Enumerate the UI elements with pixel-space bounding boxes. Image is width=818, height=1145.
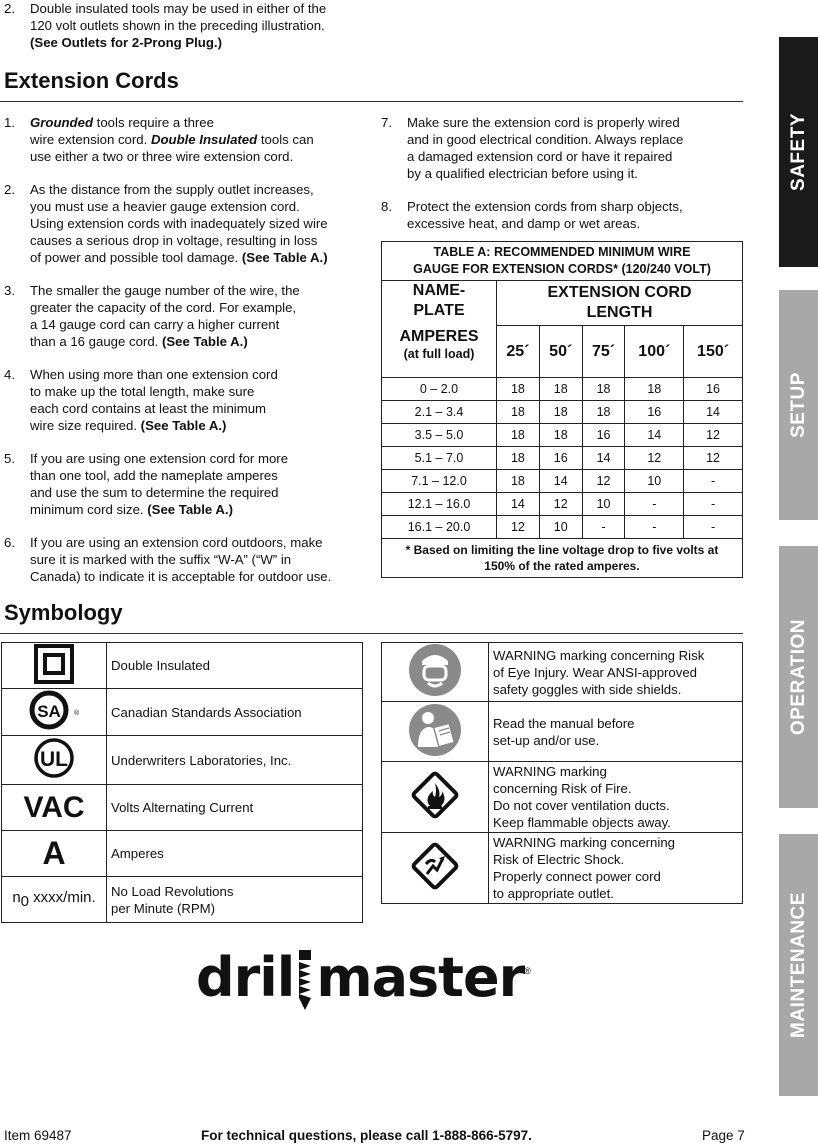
registered-mark: ®: [524, 966, 531, 976]
footnote-line: 150% of the rated amperes.: [484, 559, 640, 573]
description-line: of Eye Injury. Wear ANSI-approved: [493, 664, 698, 680]
tab-setup[interactable]: [779, 290, 818, 520]
length-50: 50´: [539, 326, 582, 378]
gauge-cell: 14: [625, 424, 684, 447]
tab-maintenance[interactable]: [779, 834, 818, 1096]
item-text: minimum cord size.: [30, 502, 148, 517]
item-text: a damaged extension cord or have it repaired: [407, 149, 673, 164]
gauge-cell: 18: [539, 424, 582, 447]
gauge-cell: 18: [582, 401, 625, 424]
electric-shock-icon: [382, 833, 489, 904]
amp-range: 7.1 – 12.0: [382, 470, 497, 493]
item-text: to make up the total length, make sure: [30, 384, 255, 399]
item-text: of power and possible tool damage.: [30, 250, 242, 265]
symbol-row: [2, 877, 363, 923]
item-text: Make sure the extension cord is properly wired: [407, 115, 680, 130]
amp-range: 0 – 2.0: [382, 378, 497, 401]
item-text: by a qualified electrician before using it.: [407, 166, 638, 181]
item-emphasis: Grounded: [30, 115, 94, 130]
gauge-cell: 16: [684, 378, 743, 401]
rpm-symbol-n: n: [12, 889, 21, 906]
fire-warning-icon: [382, 762, 489, 833]
list-item: [4, 366, 369, 434]
description-line: set-up and/or use.: [493, 732, 600, 748]
gauge-cell: 18: [497, 447, 540, 470]
item-text: wire extension cord.: [30, 132, 151, 147]
item-text: tools require a three: [93, 115, 214, 130]
item-text: causes a serious drop in voltage, resulting in loss: [30, 233, 318, 248]
csa-icon: [2, 689, 107, 736]
amp-range: 3.5 – 5.0: [382, 424, 497, 447]
tab-label: SETUP: [787, 372, 809, 438]
footnote-line: * Based on limiting the line voltage drop to five volts at: [405, 543, 719, 557]
item-text: and in good electrical condition. Always replace: [407, 132, 684, 147]
table-caption-line: GAUGE FOR EXTENSION CORDS* (120/240 VOLT): [413, 262, 711, 276]
tab-label: MAINTENANCE: [787, 892, 809, 1038]
svg-text:SA: SA: [37, 702, 61, 721]
symbol-row: [2, 689, 363, 736]
list-item: [4, 450, 369, 518]
item-text: tools can: [260, 132, 314, 147]
item-text: If you are using an extension cord outdoors, make: [30, 535, 323, 550]
heading-rule: [0, 101, 743, 102]
item-number: 3.: [4, 283, 15, 298]
description-line: Risk of Electric Shock.: [493, 852, 625, 867]
item-text: than a 16 gauge cord.: [30, 334, 162, 349]
description-line: WARNING marking: [493, 764, 607, 779]
table-row: [382, 470, 743, 493]
tab-label: SAFETY: [787, 113, 809, 191]
symbol-row: [382, 643, 743, 702]
svg-text:UL: UL: [40, 748, 68, 771]
gauge-cell: 10: [582, 493, 625, 516]
gauge-cell: 10: [625, 470, 684, 493]
table-row: [382, 493, 743, 516]
extension-length-header: [497, 281, 743, 326]
table-row: [382, 378, 743, 401]
amp-range: 12.1 – 16.0: [382, 493, 497, 516]
amp-range: 16.1 – 20.0: [382, 516, 497, 539]
item-text: Using extension cords with inadequately sized wire: [30, 216, 328, 231]
amp-range: 2.1 – 3.4: [382, 401, 497, 424]
item-number: 4.: [4, 367, 15, 382]
item-number: 7.: [381, 115, 392, 130]
intro-line: 120 volt outlets shown in the preceding illustration.: [30, 18, 325, 33]
symbol-row: [2, 736, 363, 785]
list-item: [4, 534, 369, 585]
extension-cord-items-right: [381, 114, 741, 248]
symbol-description: [107, 877, 363, 923]
gauge-cell: 14: [582, 447, 625, 470]
gauge-cell: 18: [497, 470, 540, 493]
description-line: WARNING marking concerning Risk: [493, 647, 705, 663]
header-line: (at full load): [403, 347, 475, 361]
symbol-description: Amperes: [107, 831, 363, 877]
footer-support-line: For technical questions, please call 1-888-866-5797.: [201, 1128, 532, 1143]
description-line: Read the manual before: [493, 715, 635, 731]
read-manual-icon: [382, 702, 489, 762]
symbol-row: [2, 643, 363, 689]
gauge-cell: 18: [497, 424, 540, 447]
gauge-cell: -: [625, 516, 684, 539]
gauge-cell: 14: [539, 470, 582, 493]
item-number: 5.: [4, 451, 15, 466]
symbology-table-right: [381, 642, 743, 904]
header-line: AMPERES: [399, 328, 479, 345]
table-row: [382, 516, 743, 539]
description-line: Properly connect power cord: [493, 869, 661, 884]
header-line: NAME-: [412, 282, 466, 299]
table-reference: (See Table A.): [147, 502, 233, 517]
gauge-cell: -: [684, 516, 743, 539]
tab-safety[interactable]: [779, 37, 818, 267]
intro-paragraph: [4, 0, 374, 51]
item-text: a 14 gauge cord can carry a higher current: [30, 317, 280, 332]
gauge-cell: 12: [539, 493, 582, 516]
description-line: Do not cover ventilation ducts.: [493, 798, 670, 813]
item-text: than one tool, add the nameplate amperes: [30, 468, 278, 483]
gauge-cell: 18: [539, 378, 582, 401]
item-text: use either a two or three wire extension cord.: [30, 149, 294, 164]
length-25: 25´: [497, 326, 540, 378]
intro-line: Double insulated tools may be used in either of the: [30, 1, 327, 16]
gauge-cell: 18: [497, 378, 540, 401]
amp-range: 5.1 – 7.0: [382, 447, 497, 470]
symbol-description: [489, 643, 743, 702]
description-line: WARNING marking concerning: [493, 835, 675, 850]
gauge-cell: -: [625, 493, 684, 516]
item-number: 1.: [4, 115, 15, 130]
vac-icon: VAC: [2, 785, 107, 831]
list-item: [4, 181, 369, 266]
nameplate-header: [382, 281, 497, 378]
item-number: 8.: [381, 199, 392, 214]
item-text: When using more than one extension cord: [30, 367, 278, 382]
gauge-cell: -: [684, 470, 743, 493]
logo-text-right: master: [316, 946, 525, 1009]
item-number: 6.: [4, 535, 15, 550]
gauge-cell: 16: [625, 401, 684, 424]
description-line: concerning Risk of Fire.: [493, 781, 632, 796]
description-line: Keep flammable objects away.: [493, 815, 671, 830]
intro-line-ref: (See Outlets for 2-Prong Plug.): [30, 35, 222, 50]
header-line: LENGTH: [586, 304, 653, 321]
logo-text-left: dril: [196, 946, 295, 1009]
symbology-table-left: [1, 642, 363, 923]
symbol-description: Underwriters Laboratories, Inc.: [107, 736, 363, 785]
symbol-row: [382, 833, 743, 904]
item-text: and use the sum to determine the required: [30, 485, 279, 500]
ul-icon: [2, 736, 107, 785]
footer-item-number: Item 69487: [4, 1128, 72, 1143]
gauge-cell: 18: [539, 401, 582, 424]
heading-rule: [0, 633, 743, 634]
rpm-symbol-sub: 0: [20, 893, 29, 910]
gauge-cell: 10: [539, 516, 582, 539]
gauge-cell: 18: [625, 378, 684, 401]
symbol-row: [2, 831, 363, 877]
drillmaster-logo: [196, 946, 556, 1016]
description-line: No Load Revolutions: [111, 883, 234, 899]
table-row: [382, 401, 743, 424]
gauge-cell: 12: [582, 470, 625, 493]
length-100: 100´: [625, 326, 684, 378]
item-text: each cord contains at least the minimum: [30, 401, 267, 416]
gauge-cell: 14: [684, 401, 743, 424]
symbol-description: Canadian Standards Association: [107, 689, 363, 736]
symbol-description: [489, 702, 743, 762]
safety-goggles-icon: [382, 643, 489, 702]
gauge-cell: -: [684, 493, 743, 516]
item-text: The smaller the gauge number of the wire, the: [30, 283, 300, 298]
gauge-cell: 18: [582, 378, 625, 401]
gauge-cell: 12: [497, 516, 540, 539]
table-footnote: [382, 539, 743, 578]
gauge-cell: 12: [684, 424, 743, 447]
gauge-cell: 16: [582, 424, 625, 447]
header-line: EXTENSION CORD: [547, 284, 692, 301]
item-text: If you are using one extension cord for more: [30, 451, 289, 466]
amperes-icon: A: [2, 831, 107, 877]
table-a: [381, 241, 743, 578]
symbol-description: Double Insulated: [107, 643, 363, 689]
drill-bit-icon: [294, 950, 316, 1012]
item-number: 2.: [4, 182, 15, 197]
rpm-icon: [2, 877, 107, 923]
list-item: [4, 282, 369, 350]
symbol-row: [2, 785, 363, 831]
symbol-description: [489, 833, 743, 904]
footer-page-number: Page 7: [702, 1128, 745, 1143]
item-text: Protect the extension cords from sharp objects,: [407, 199, 683, 214]
table-row: [382, 424, 743, 447]
gauge-cell: -: [582, 516, 625, 539]
header-line: PLATE: [413, 302, 465, 319]
tab-label: OPERATION: [787, 618, 809, 736]
extension-cords-heading: Extension Cords: [4, 68, 179, 93]
description-line: to appropriate outlet.: [493, 886, 614, 901]
extension-cord-items-left: [4, 114, 369, 601]
symbol-row: [382, 702, 743, 762]
table-reference: (See Table A.): [140, 418, 227, 433]
length-75: 75´: [582, 326, 625, 378]
symbology-heading: Symbology: [4, 600, 123, 625]
symbol-row: [382, 762, 743, 833]
item-emphasis: Double Insulated: [150, 132, 258, 147]
item-text: you must use a heavier gauge extension cord.: [30, 199, 300, 214]
length-150: 150´: [684, 326, 743, 378]
description-line: safety goggles with side shields.: [493, 681, 682, 697]
double-insulated-icon: [2, 643, 107, 689]
list-item: [381, 198, 741, 232]
table-row: [382, 447, 743, 470]
gauge-cell: 14: [497, 493, 540, 516]
list-item: [381, 114, 741, 182]
symbol-description: [489, 762, 743, 833]
list-item: [4, 114, 369, 165]
svg-text:®: ®: [74, 710, 79, 717]
item-text: greater the capacity of the cord. For example,: [30, 300, 297, 315]
gauge-cell: 16: [539, 447, 582, 470]
table-caption-line: TABLE A: RECOMMENDED MINIMUM WIRE: [433, 245, 691, 259]
gauge-cell: 18: [497, 401, 540, 424]
item-text: Canada) to indicate it is acceptable for outdoor use.: [30, 569, 332, 584]
rpm-symbol-text: xxxx/min.: [29, 889, 96, 906]
intro-number: 2.: [4, 1, 15, 16]
item-text: wire size required.: [30, 418, 141, 433]
item-text: sure it is marked with the suffix “W-A” (“W” in: [30, 552, 292, 567]
table-reference: (See Table A.): [161, 334, 248, 349]
gauge-cell: 12: [625, 447, 684, 470]
description-line: per Minute (RPM): [111, 900, 216, 916]
item-text: As the distance from the supply outlet increases,: [30, 182, 314, 197]
gauge-cell: 12: [684, 447, 743, 470]
tab-operation[interactable]: [779, 546, 818, 808]
item-text: excessive heat, and damp or wet areas.: [407, 216, 641, 231]
symbol-description: Volts Alternating Current: [107, 785, 363, 831]
table-caption: [382, 242, 743, 281]
table-reference: (See Table A.): [241, 250, 328, 265]
